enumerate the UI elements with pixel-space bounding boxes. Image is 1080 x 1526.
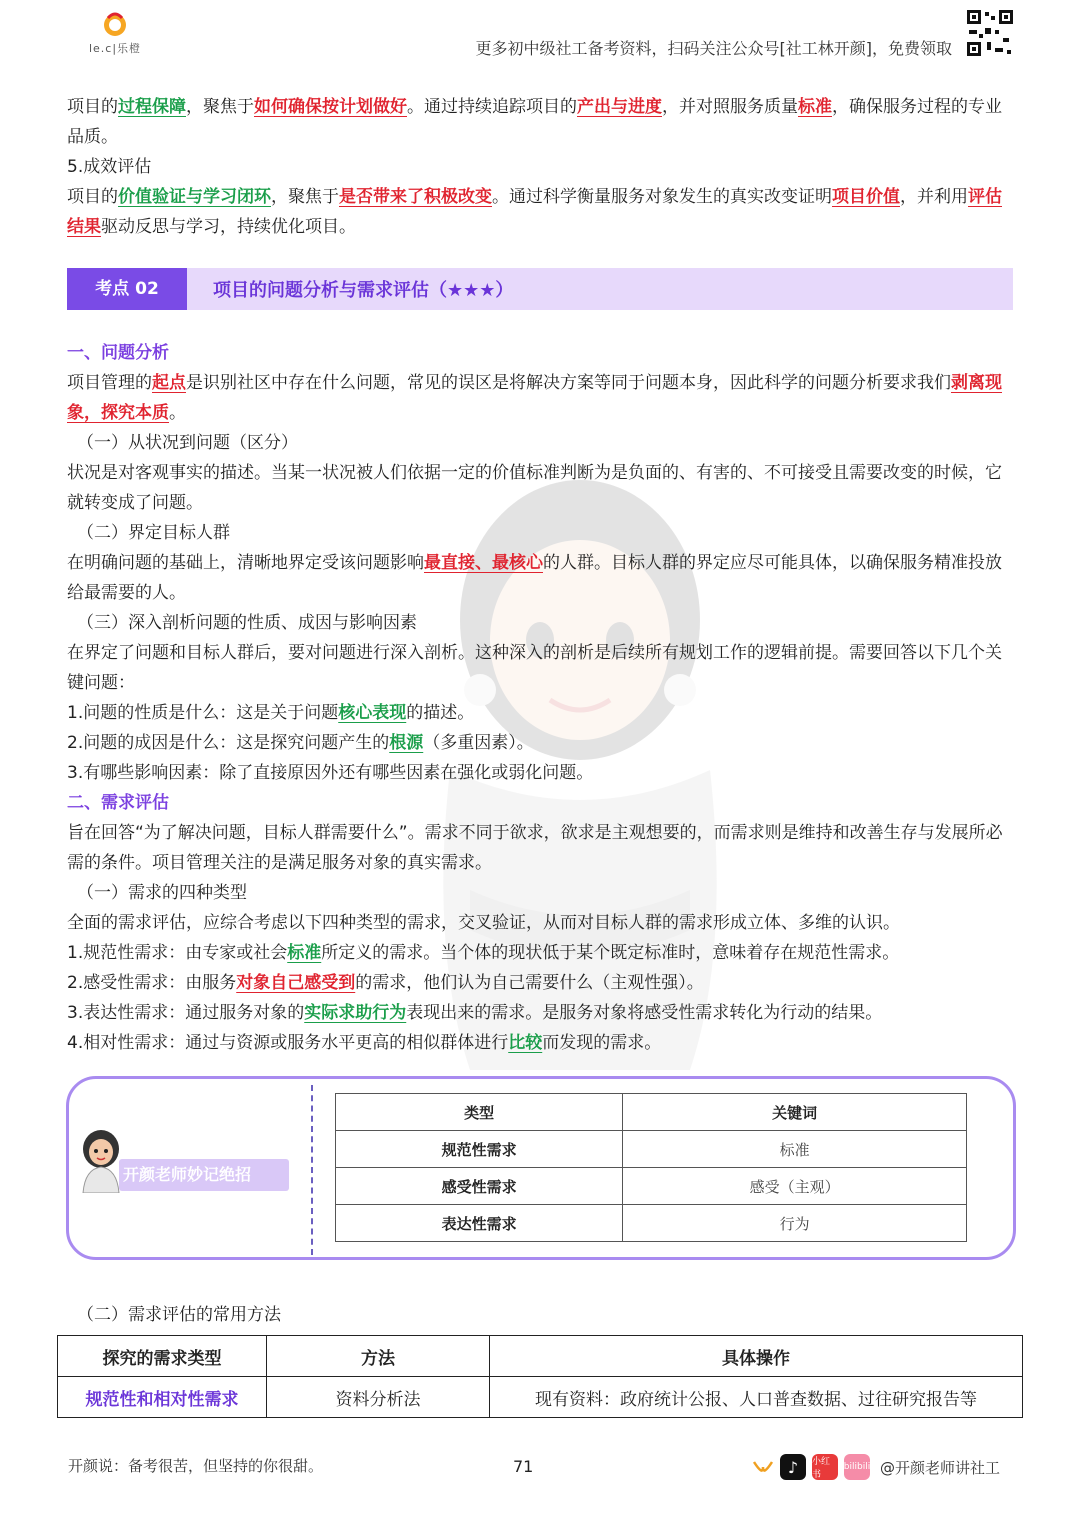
needs-intro: 旨在回答“为了解决问题，目标人群需要什么”。需求不同于欲求，欲求是主观想要的，而需求则是维持和改善生存与发展所必需的条件。项目管理关注的是满足服务对象的真实需求。 <box>67 823 1003 873</box>
table-row <box>336 1131 967 1168</box>
table-cell: 行为 <box>623 1205 967 1242</box>
highlight-green: 实际求助行为 <box>304 1003 407 1023</box>
highlight-red: 标准 <box>798 97 832 117</box>
highlight-green: 过程保障 <box>118 97 186 117</box>
table-cell: 资料分析法 <box>267 1377 490 1418</box>
text-span: （多重因素）。 <box>423 733 534 753</box>
text-span: 4.相对性需求：通过与资源或服务水平更高的相似群体进行 <box>67 1033 509 1053</box>
list-item: 3.有哪些影响因素：除了直接原因外还有哪些因素在强化或弱化问题。 <box>67 763 594 783</box>
text-span: 的人群。目标人群的界定应尽可能具体，以确保服务精准投放给最需要的人。 <box>67 553 1002 603</box>
section-title-problem: 一、问题分析 <box>67 343 169 363</box>
list-item <box>67 1028 1013 1058</box>
text-span: 1.规范性需求：由专家或社会 <box>67 943 288 963</box>
table-cell: 标准 <box>623 1131 967 1168</box>
text-span: ，并利用 <box>900 187 968 207</box>
heading-outcome-evaluation: 5.成效评估 <box>67 157 152 177</box>
memory-tip-box <box>66 1076 1016 1260</box>
text-span: ，确保服务过程的专业品质。 <box>67 97 1002 147</box>
table-row <box>336 1205 967 1242</box>
highlight-red: 剥离现象，探究本质 <box>67 373 1002 423</box>
text-span: ，聚焦于 <box>271 187 339 207</box>
table-row <box>58 1336 1023 1377</box>
logo-text: le.c|乐橙 <box>88 42 142 55</box>
text-span: 的需求，他们认为自己需要什么（主观性强）。 <box>355 973 704 993</box>
table-row <box>58 1377 1023 1418</box>
intro-paragraph-process <box>67 92 1013 152</box>
author-handle[interactable]: @开颜老师讲社工 <box>880 1458 1001 1477</box>
weibo-icon[interactable] <box>752 1456 774 1478</box>
subheading-target-group: （二）界定目标人群 <box>77 523 230 543</box>
column-header: 具体操作 <box>490 1336 1023 1377</box>
section-title-needs: 二、需求评估 <box>67 793 169 813</box>
text-span: ，聚焦于 <box>186 97 254 117</box>
column-header: 类型 <box>336 1094 623 1131</box>
memory-tip-label: 开颜老师妙记绝招 <box>119 1159 289 1191</box>
highlight-green: 比较 <box>508 1033 543 1053</box>
exam-point-tag: 考点 02 <box>67 268 187 310</box>
memory-tip-table <box>335 1093 967 1242</box>
highlight-red: 评估结果 <box>67 187 1002 237</box>
text-span: 。 <box>169 403 186 423</box>
highlight-red: 最直接、最核心 <box>424 553 543 573</box>
column-header: 探究的需求类型 <box>58 1336 267 1377</box>
situation-paragraph: 状况是对客观事实的描述。当某一状况被人们依据一定的价值标准判断为是负面的、有害的、不可接受且需要改变的时候，它就转变成了问题。 <box>67 463 1002 513</box>
highlight-red: 起点 <box>152 373 186 393</box>
text-span: 项目管理的 <box>67 373 152 393</box>
social-links <box>752 1452 1000 1482</box>
table-cell: 规范性需求 <box>336 1131 623 1168</box>
text-span: 所定义的需求。当个体的现状低于某个既定标准时，意味着存在规范性需求。 <box>321 943 900 963</box>
text-span: 2.感受性需求：由服务 <box>67 973 237 993</box>
text-span: 驱动反思与学习，持续优化项目。 <box>101 217 356 237</box>
list-item <box>67 998 1013 1028</box>
highlight-green: 核心表现 <box>338 703 407 723</box>
logo-icon <box>98 12 132 38</box>
exam-point-title: 项目的问题分析与需求评估（★★★） <box>213 280 514 301</box>
highlight-red: 对象自己感受到 <box>236 973 356 993</box>
douyin-icon[interactable]: ♪ <box>780 1454 806 1480</box>
text-span: 的描述。 <box>406 703 475 723</box>
page-number: 71 <box>513 1457 534 1476</box>
highlight-red: 产出与进度 <box>577 97 662 117</box>
table-cell: 感受性需求 <box>336 1168 623 1205</box>
text-span: 2.问题的成因是什么：这是探究问题产生的 <box>67 733 390 753</box>
table-cell: 规范性和相对性需求 <box>58 1377 267 1418</box>
main-content <box>67 92 1013 1058</box>
target-group-paragraph <box>67 548 1013 608</box>
subheading-situation-to-problem: （一）从状况到问题（区分） <box>77 433 298 453</box>
text-span: 。通过持续追踪项目的 <box>407 97 577 117</box>
table-cell: 表达性需求 <box>336 1205 623 1242</box>
text-span: 表现出来的需求。是服务对象将感受性需求转化为行动的结果。 <box>406 1003 883 1023</box>
header-notice: 更多初中级社工备考资料，扫码关注公众号[社工林开颜]，免费领取 <box>475 39 952 58</box>
list-item <box>67 938 1013 968</box>
text-span: 。通过科学衡量服务对象发生的真实改变证明 <box>492 187 832 207</box>
footer-slogan: 开颜说：备考很苦，但坚持的你很甜。 <box>68 1457 324 1475</box>
text-span: 是识别社区中存在什么问题，常见的误区是将解决方案等同于问题本身，因此科学的问题分析要求我们 <box>186 373 951 393</box>
list-item <box>67 728 1013 758</box>
qr-code-icon[interactable] <box>965 8 1015 58</box>
brand-logo <box>80 12 150 60</box>
subheading-four-needs: （一）需求的四种类型 <box>77 883 247 903</box>
subheading-methods: （二）需求评估的常用方法 <box>77 1305 281 1325</box>
methods-table <box>57 1335 1023 1418</box>
text-span: 1.问题的性质是什么：这是关于问题 <box>67 703 339 723</box>
text-span: 3.表达性需求：通过服务对象的 <box>67 1003 305 1023</box>
highlight-green: 根源 <box>389 733 424 753</box>
bilibili-icon[interactable]: bilibili <box>844 1454 870 1480</box>
subheading-analysis: （三）深入剖析问题的性质、成因与影响因素 <box>77 613 417 633</box>
intro-paragraph-outcome <box>67 182 1013 242</box>
table-row <box>336 1094 967 1131</box>
table-cell: 感受（主观） <box>623 1168 967 1205</box>
four-needs-paragraph: 全面的需求评估，应综合考虑以下四种类型的需求，交叉验证，从而对目标人群的需求形成立体、多维的认识。 <box>67 913 900 933</box>
list-item <box>67 968 1013 998</box>
table-cell: 现有资料：政府统计公报、人口普查数据、过往研究报告等 <box>490 1377 1023 1418</box>
xiaohongshu-icon[interactable]: 小红书 <box>812 1454 838 1480</box>
table-row <box>336 1168 967 1205</box>
highlight-green: 标准 <box>287 943 322 963</box>
teacher-avatar-icon <box>77 1129 125 1193</box>
highlight-red: 是否带来了积极改变 <box>339 187 492 207</box>
highlight-red: 项目价值 <box>832 187 900 207</box>
exam-point-banner <box>67 268 1013 310</box>
highlight-green: 价值验证与学习闭环 <box>118 187 271 207</box>
column-header: 方法 <box>267 1336 490 1377</box>
dashed-divider <box>311 1085 313 1255</box>
text-span: 项目的 <box>67 187 118 207</box>
highlight-red: 如何确保按计划做好 <box>254 97 407 117</box>
page-header <box>0 0 1080 70</box>
text-span: 而发现的需求。 <box>542 1033 662 1053</box>
text-span: ，并对照服务质量 <box>662 97 798 117</box>
analysis-paragraph: 在界定了问题和目标人群后，要对问题进行深入剖析。这种深入的剖析是后续所有规划工作的逻辑前提。需要回答以下几个关键问题： <box>67 643 1002 693</box>
column-header: 关键词 <box>623 1094 967 1131</box>
text-span: 在明确问题的基础上，清晰地界定受该问题影响 <box>67 553 424 573</box>
text-span: 项目的 <box>67 97 118 117</box>
list-item <box>67 698 1013 728</box>
problem-intro <box>67 368 1013 428</box>
